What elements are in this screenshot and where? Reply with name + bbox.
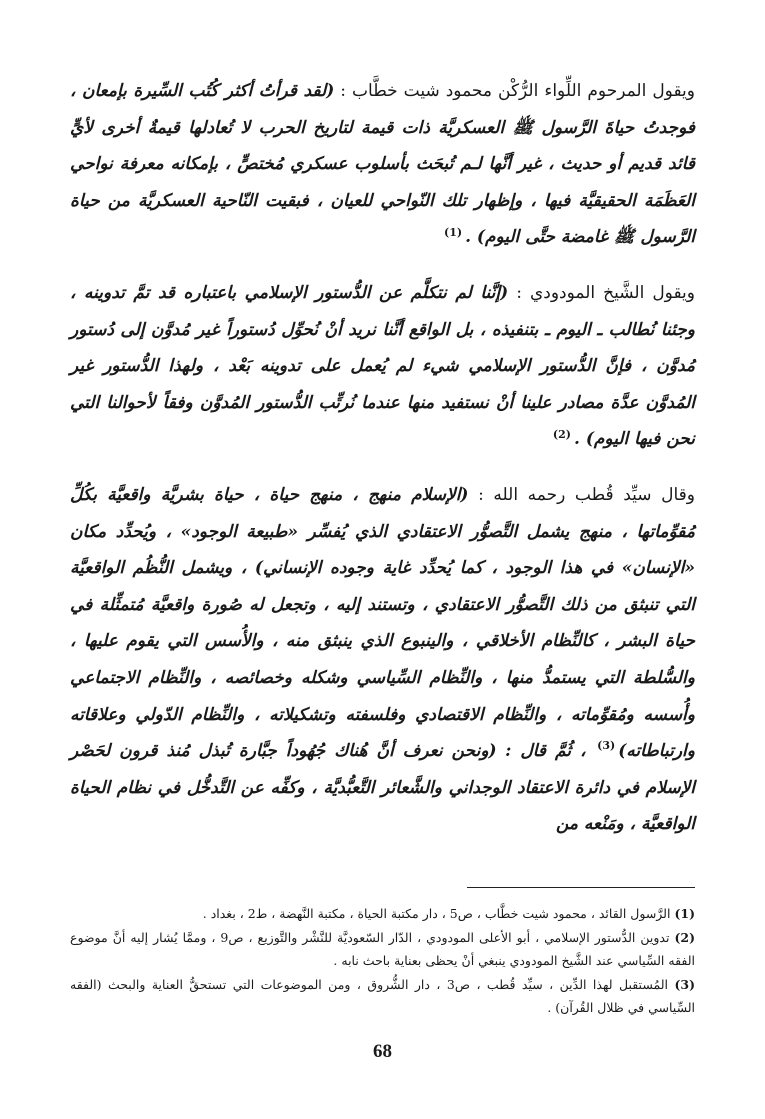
paragraph-khattab bbox=[70, 73, 695, 256]
footnote-number: (2) bbox=[674, 929, 695, 945]
continuation-intro: ، ثُمَّ قال : bbox=[505, 741, 586, 762]
main-text bbox=[70, 73, 695, 843]
footnote-text: المُستقبل لهذا الدِّين ، سيِّد قُطب ، ص3 ، دار الشُّروق ، ومن الموضوعات التي تستحقُّ العناية والبحث (الفقه السِّياسي في ظلال القُرآن) . bbox=[70, 976, 695, 1016]
quote-text: (لقد قرأتُ أكثر كُتُب السِّيرة بإمعان ، فوجدتُ حياةَ الرَّسول ﷺ العسكريَّة ذات قيمة لتاريخ الحرب لا تُعادلها قيمةٌ أخرى لأيٍّ قائد قديم أو حديث ، غير أنَّها لـم تُبحَث بأسلوب عسكري مُختصٍّ ، بإمكانه معرفة نواحي العَظَمَة الحقيقيَّة فيها ، وإظهار تلك النّواحي للعيان ، فبقيت النّاحية العسكريَّة من حياة الرَّسول ﷺ غامضة حتَّى اليوم) . bbox=[70, 81, 695, 248]
quote-text: (الإسلام منهج ، منهج حياة ، حياة بشريَّة واقعيَّة بكُلِّ مُقوِّماتها ، منهج يشمل التَّصوُّر الاعتقادي الذي يُفسِّر «طبيعة الوجود» ، ويُحدِّد مكان «الإنسان» في هذا الوجود ، كما يُحدِّد غاية وجوده الإنساني) ، ويشمل النُّظُم الواقعيَّة التي تنبثق من ذلك التَّصوُّر الاعتقادي ، وتستند إليه ، وتجعل له صُورة واقعيَّة مُتمثِّلة في حياة البشر ، كالنِّظام الأخلاقي ، والينبوع الذي ينبثق منه ، والأُسس التي يقوم عليها ، والسُّلطة التي يستمدُّ منها ، والنِّظام السِّياسي وشكله وخصائصه ، والنِّظام الاجتماعي وأُسسه ومُقوِّماته ، والنِّظام الاقتصادي وفلسفته وتشكيلاته ، والنِّظام الدّولي وعلاقاته وارتباطاته) bbox=[70, 484, 695, 762]
page-number: 68 bbox=[373, 1041, 392, 1062]
paragraph-intro: وقال سيِّد قُطب رحمه الله : bbox=[478, 484, 696, 505]
quote-text-continued: (ونحن نعرف أنَّ هُناك جُهُوداً جبَّارة تُبذل مُنذ قرون لحَصْر الإسلام في دائرة الاعتقاد الوجداني والشَّعائر التَّعبُّديَّة ، وكفِّه عن التَّدخُّل في نظام الحياة الواقعيَّة ، ومَنْعه من bbox=[70, 741, 695, 835]
footnote-text: تدوين الدُّستور الإسلامي ، أبو الأعلى المودودي ، الدّار السّعوديَّة للنَّشْر والتَّوزيع ، ص9 ، وممَّا يُشار إليه أنَّ موضوع الفقه السِّياسي عند الشَّيخ المودودي ينبغي أنْ يحظى بعناية باحث نابه . bbox=[70, 929, 695, 969]
footnote-ref-3[interactable]: (3) bbox=[597, 739, 616, 753]
footnote-ref-2[interactable]: (2) bbox=[552, 427, 572, 441]
footnote-text: الرَّسول القائد ، محمود شيت خطَّاب ، ص5 ، دار مكتبة الحياة ، مكتبة النَّهضة ، ط2 ، بغداد . bbox=[202, 906, 671, 921]
paragraph-qutb bbox=[70, 477, 695, 843]
paragraph-mawdudi bbox=[70, 275, 695, 458]
footnote-3 bbox=[70, 973, 695, 1020]
footnote-2 bbox=[70, 926, 695, 973]
footnote-divider bbox=[467, 887, 695, 888]
footnotes bbox=[70, 902, 695, 1020]
paragraph-intro: ويقول الشَّيخ المودودي : bbox=[516, 282, 695, 303]
footnote-number: (3) bbox=[674, 976, 695, 992]
footnote-1 bbox=[70, 902, 695, 926]
footnote-ref-1[interactable]: (1) bbox=[443, 225, 463, 239]
quote-text: (إنَّنا لم نتكلَّم عن الدُّستور الإسلامي باعتباره قد تمَّ تدوينه ، وجئنا نُطالب ـ اليوم ـ بتنفيذه ، بل الواقع أنَّنا نريد أنْ نُحوِّل دُستوراً غير مُدوَّن إلى دُستور مُدوَّن ، فإنَّ الدُّستور الإسلامي شيء لم يُعمل على تدوينه بَعْد ، ولهذا الدُّستور غير المُدوَّن عدَّة مصادر علينا أنْ نستفيد منها عندما نُرتِّب الدُّستور المُدوَّن وفقاً لأحوالنا التي نحن فيها اليوم) . bbox=[70, 282, 695, 450]
paragraph-intro: ويقول المرحوم اللِّواء الرُّكْن محمود شيت خطَّاب : bbox=[340, 81, 695, 101]
footnote-number: (1) bbox=[674, 906, 695, 921]
